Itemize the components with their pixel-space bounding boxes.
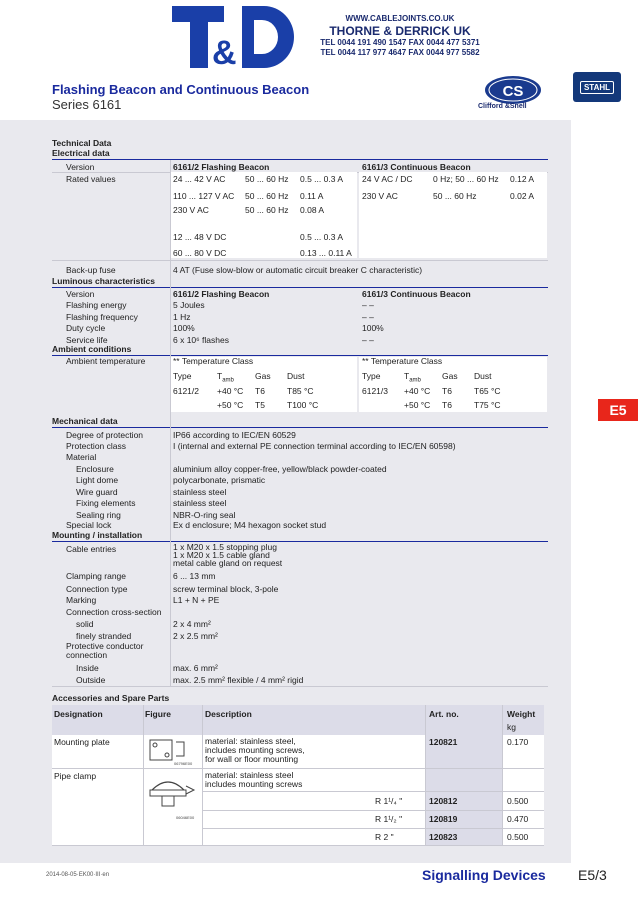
page-title: Flashing Beacon and Continuous Beacon [52, 82, 310, 97]
outside-label: Outside [76, 675, 106, 685]
accessories-heading: Accessories and Spare Parts [52, 693, 170, 703]
material-label: Material [66, 452, 97, 462]
pipe-art-no: 120819 [429, 814, 458, 824]
rated-current: 0.5 ... 0.3 A [300, 232, 344, 242]
mounting-plate-name: Mounting plate [54, 737, 110, 747]
flash-freq-value: – – [362, 312, 374, 322]
temp-dust: T65 °C [474, 386, 501, 396]
duty-cycle-value: 100% [362, 323, 384, 333]
rated-freq: 50 ... 60 Hz [245, 174, 289, 184]
flash-freq-label: Flashing frequency [66, 312, 138, 322]
col-type: Type [362, 371, 381, 381]
clamping-value: 6 ... 13 mm [173, 571, 216, 581]
protection-degree-label: Degree of protection [66, 430, 144, 440]
protection-class-value: I (internal and external PE connection terminal according to IEC/EN 60598) [173, 441, 456, 451]
rated-freq: 0 Hz; 50 ... 60 Hz [433, 174, 499, 184]
flash-energy-label: Flashing energy [66, 300, 127, 310]
col-tamb: $T_{amb}$ [404, 371, 421, 384]
col-dust: Dust [474, 371, 492, 381]
marking-value: L1 + N + PE [173, 595, 220, 605]
flash-energy-value: 5 Joules [173, 300, 205, 310]
section-name: Signalling Devices [422, 867, 546, 883]
version-label: Version [66, 162, 95, 172]
rated-value: 24 V AC / DC [362, 174, 413, 184]
temp-tamb: +40 °C [217, 386, 244, 396]
temp-class-label: ** Temperature Class [173, 356, 254, 366]
luminous-section: Luminous characteristics [52, 276, 548, 288]
version-flash: 6161/2 Flashing Beacon [173, 162, 270, 172]
temp-gas: T6 [255, 386, 265, 396]
electrical-section: Electrical data [52, 148, 548, 160]
solid-value: 2 x 4 mm² [173, 619, 211, 629]
mounting-plate-weight: 0.170 [507, 737, 529, 747]
wire-guard-label: Wire guard [76, 487, 118, 497]
rated-value: 110 ... 127 V AC [173, 191, 235, 201]
website-text[interactable]: WWW.CABLEJOINTS.CO.UK [345, 14, 455, 23]
finely-stranded-label: finely stranded [76, 631, 132, 641]
pipe-weight: 0.500 [507, 796, 529, 806]
fixing-label: Fixing elements [76, 498, 136, 508]
ambient-section: Ambient conditions [52, 344, 548, 356]
rated-current: 0.08 A [300, 205, 325, 215]
col-figure: Figure [145, 709, 171, 719]
col-art-no: Art. no. [429, 709, 459, 719]
section-tab[interactable]: E5 [598, 399, 638, 421]
temp-gas: T6 [442, 386, 452, 396]
cable-entries-label: Cable entries [66, 544, 117, 554]
protection-degree-value: IP66 according to IEC/EN 60529 [173, 430, 296, 440]
pipe-size: R 1¹/₄ " [375, 796, 403, 806]
rated-current: 0.13 ... 0.11 A [300, 248, 352, 258]
outside-value: max. 2.5 mm² flexible / 4 mm² rigid [173, 675, 304, 685]
sealing-label: Sealing ring [76, 510, 121, 520]
pipe-clamp-description: material: stainless steel includes mounting screws [205, 770, 303, 789]
clifford-snell-name: Clifford &Snell [478, 103, 527, 110]
cable-entries-value: 1 x M20 x 1.5 stopping plug 1 x M20 x 1.5 cable gland metal cable gland on request [173, 542, 283, 568]
document-code: 2014-08-05·EK00·III·en [46, 872, 110, 878]
temp-dust: T75 °C [474, 400, 501, 410]
rated-freq: 50 ... 60 Hz [433, 191, 477, 201]
service-life-value: 6 x 10⁶ flashes [173, 335, 229, 345]
company-name: THORNE & DERRICK UK [329, 24, 471, 38]
duty-cycle-value: 100% [173, 323, 195, 333]
weight-unit: kg [507, 722, 516, 732]
col-weight: Weight [507, 709, 536, 719]
col-dust: Dust [287, 371, 305, 381]
sealing-value: NBR-O-ring seal [173, 510, 236, 520]
mounting-section: Mounting / installation [52, 530, 548, 542]
pipe-clamp-figure [146, 772, 198, 822]
rated-value: 230 V AC [173, 205, 209, 215]
thorne-derrick-logo [172, 6, 294, 68]
col-type: Type [173, 371, 192, 381]
version-continuous: 6161/3 Continuous Beacon [362, 162, 471, 172]
mounting-plate-art-no: 120821 [429, 737, 458, 747]
svg-text:CS: CS [502, 83, 524, 100]
pipe-clamp-name: Pipe clamp [54, 771, 97, 781]
rated-cont-box [359, 172, 547, 258]
backup-fuse-value: 4 AT (Fuse slow-blow or automatic circuit breaker C characteristic) [173, 265, 423, 275]
temp-dust: T85 °C [287, 386, 314, 396]
phone-line-1: TEL 0044 191 490 1547 FAX 0044 477 5371 [320, 38, 480, 47]
temp-tamb: +50 °C [217, 400, 244, 410]
mounting-plate-figure [146, 738, 198, 766]
col-description: Description [205, 709, 252, 719]
rated-flash-box [170, 172, 357, 258]
inside-value: max. 6 mm² [173, 663, 218, 673]
stahl-logo: STAHL [573, 72, 621, 102]
light-dome-value: polycarbonate, prismatic [173, 475, 266, 485]
version-continuous: 6161/3 Continuous Beacon [362, 289, 471, 299]
flash-energy-value: – – [362, 300, 374, 310]
rated-value: 24 ... 42 V AC [173, 174, 226, 184]
series-subtitle: Series 6161 [52, 97, 122, 112]
phone-line-2: TEL 0044 117 977 4647 FAX 0044 977 5582 [320, 48, 480, 57]
pipe-art-no: 120812 [429, 796, 458, 806]
temp-dust: T100 °C [287, 400, 319, 410]
rated-label: Rated values [66, 174, 116, 184]
version-label: Version [66, 289, 95, 299]
rated-value: 230 V AC [362, 191, 398, 201]
page-number: E5/3 [578, 867, 607, 883]
rated-freq: 50 ... 60 Hz [245, 205, 289, 215]
temp-tamb: +50 °C [404, 400, 431, 410]
temp-class-label: ** Temperature Class [362, 356, 443, 366]
backup-fuse-label: Back-up fuse [66, 265, 116, 275]
finely-stranded-value: 2 x 2.5 mm² [173, 631, 218, 641]
col-gas: Gas [442, 371, 458, 381]
svg-text:06796E00: 06796E00 [174, 761, 193, 766]
wire-guard-value: stainless steel [173, 487, 227, 497]
special-lock-label: Special lock [66, 520, 112, 530]
svg-text:06046E00: 06046E00 [176, 815, 195, 820]
enclosure-value: aluminium alloy copper-free, yellow/black powder-coated [173, 464, 387, 474]
ambient-temp-label: Ambient temperature [66, 356, 146, 366]
company-contact [300, 14, 500, 58]
special-lock-value: Ex d enclosure; M4 hexagon socket stud [173, 520, 327, 530]
service-life-label: Service life [66, 335, 108, 345]
protection-class-label: Protection class [66, 441, 126, 451]
temp-gas: T5 [255, 400, 265, 410]
connection-type-label: Connection type [66, 584, 128, 594]
version-flash: 6161/2 Flashing Beacon [173, 289, 270, 299]
temp-gas: T6 [442, 400, 452, 410]
inside-label: Inside [76, 663, 99, 673]
temp-type: 6121/3 [362, 386, 388, 396]
marking-label: Marking [66, 595, 97, 605]
fixing-value: stainless steel [173, 498, 227, 508]
rated-current: 0.12 A [510, 174, 535, 184]
flash-freq-value: 1 Hz [173, 312, 191, 322]
rated-current: 0.02 A [510, 191, 535, 201]
pipe-weight: 0.470 [507, 814, 529, 824]
light-dome-label: Light dome [76, 475, 119, 485]
rated-value: 60 ... 80 V DC [173, 248, 227, 258]
rated-value: 12 ... 48 V DC [173, 232, 227, 242]
pe-conductor-label: Protective conductor connection [66, 641, 144, 660]
mechanical-section: Mechanical data [52, 416, 548, 428]
mounting-plate-description: material: stainless steel, includes mounting screws, for wall or floor mounting [205, 736, 305, 764]
solid-label: solid [76, 619, 94, 629]
rated-current: 0.11 A [300, 191, 324, 201]
pipe-size: R 2 " [375, 832, 394, 842]
col-designation: Designation [54, 709, 103, 719]
accessories-header-row [52, 705, 544, 735]
temp-type: 6121/2 [173, 386, 199, 396]
clamping-label: Clamping range [66, 571, 127, 581]
col-tamb: $T_{amb}$ [217, 371, 234, 384]
col-gas: Gas [255, 371, 271, 381]
temp-tamb: +40 °C [404, 386, 431, 396]
pipe-size: R 1¹/₂ " [375, 814, 403, 824]
rated-freq: 50 ... 60 Hz [245, 191, 289, 201]
rated-current: 0.5 ... 0.3 A [300, 174, 344, 184]
svg-text:&: & [212, 34, 237, 68]
duty-cycle-label: Duty cycle [66, 323, 106, 333]
pipe-weight: 0.500 [507, 832, 529, 842]
pipe-art-no: 120823 [429, 832, 458, 842]
connection-type-value: screw terminal block, 3-pole [173, 584, 279, 594]
service-life-value: – – [362, 335, 374, 345]
enclosure-label: Enclosure [76, 464, 114, 474]
tech-data-heading: Technical Data [52, 138, 112, 148]
cross-section-label: Connection cross-section [66, 607, 162, 617]
